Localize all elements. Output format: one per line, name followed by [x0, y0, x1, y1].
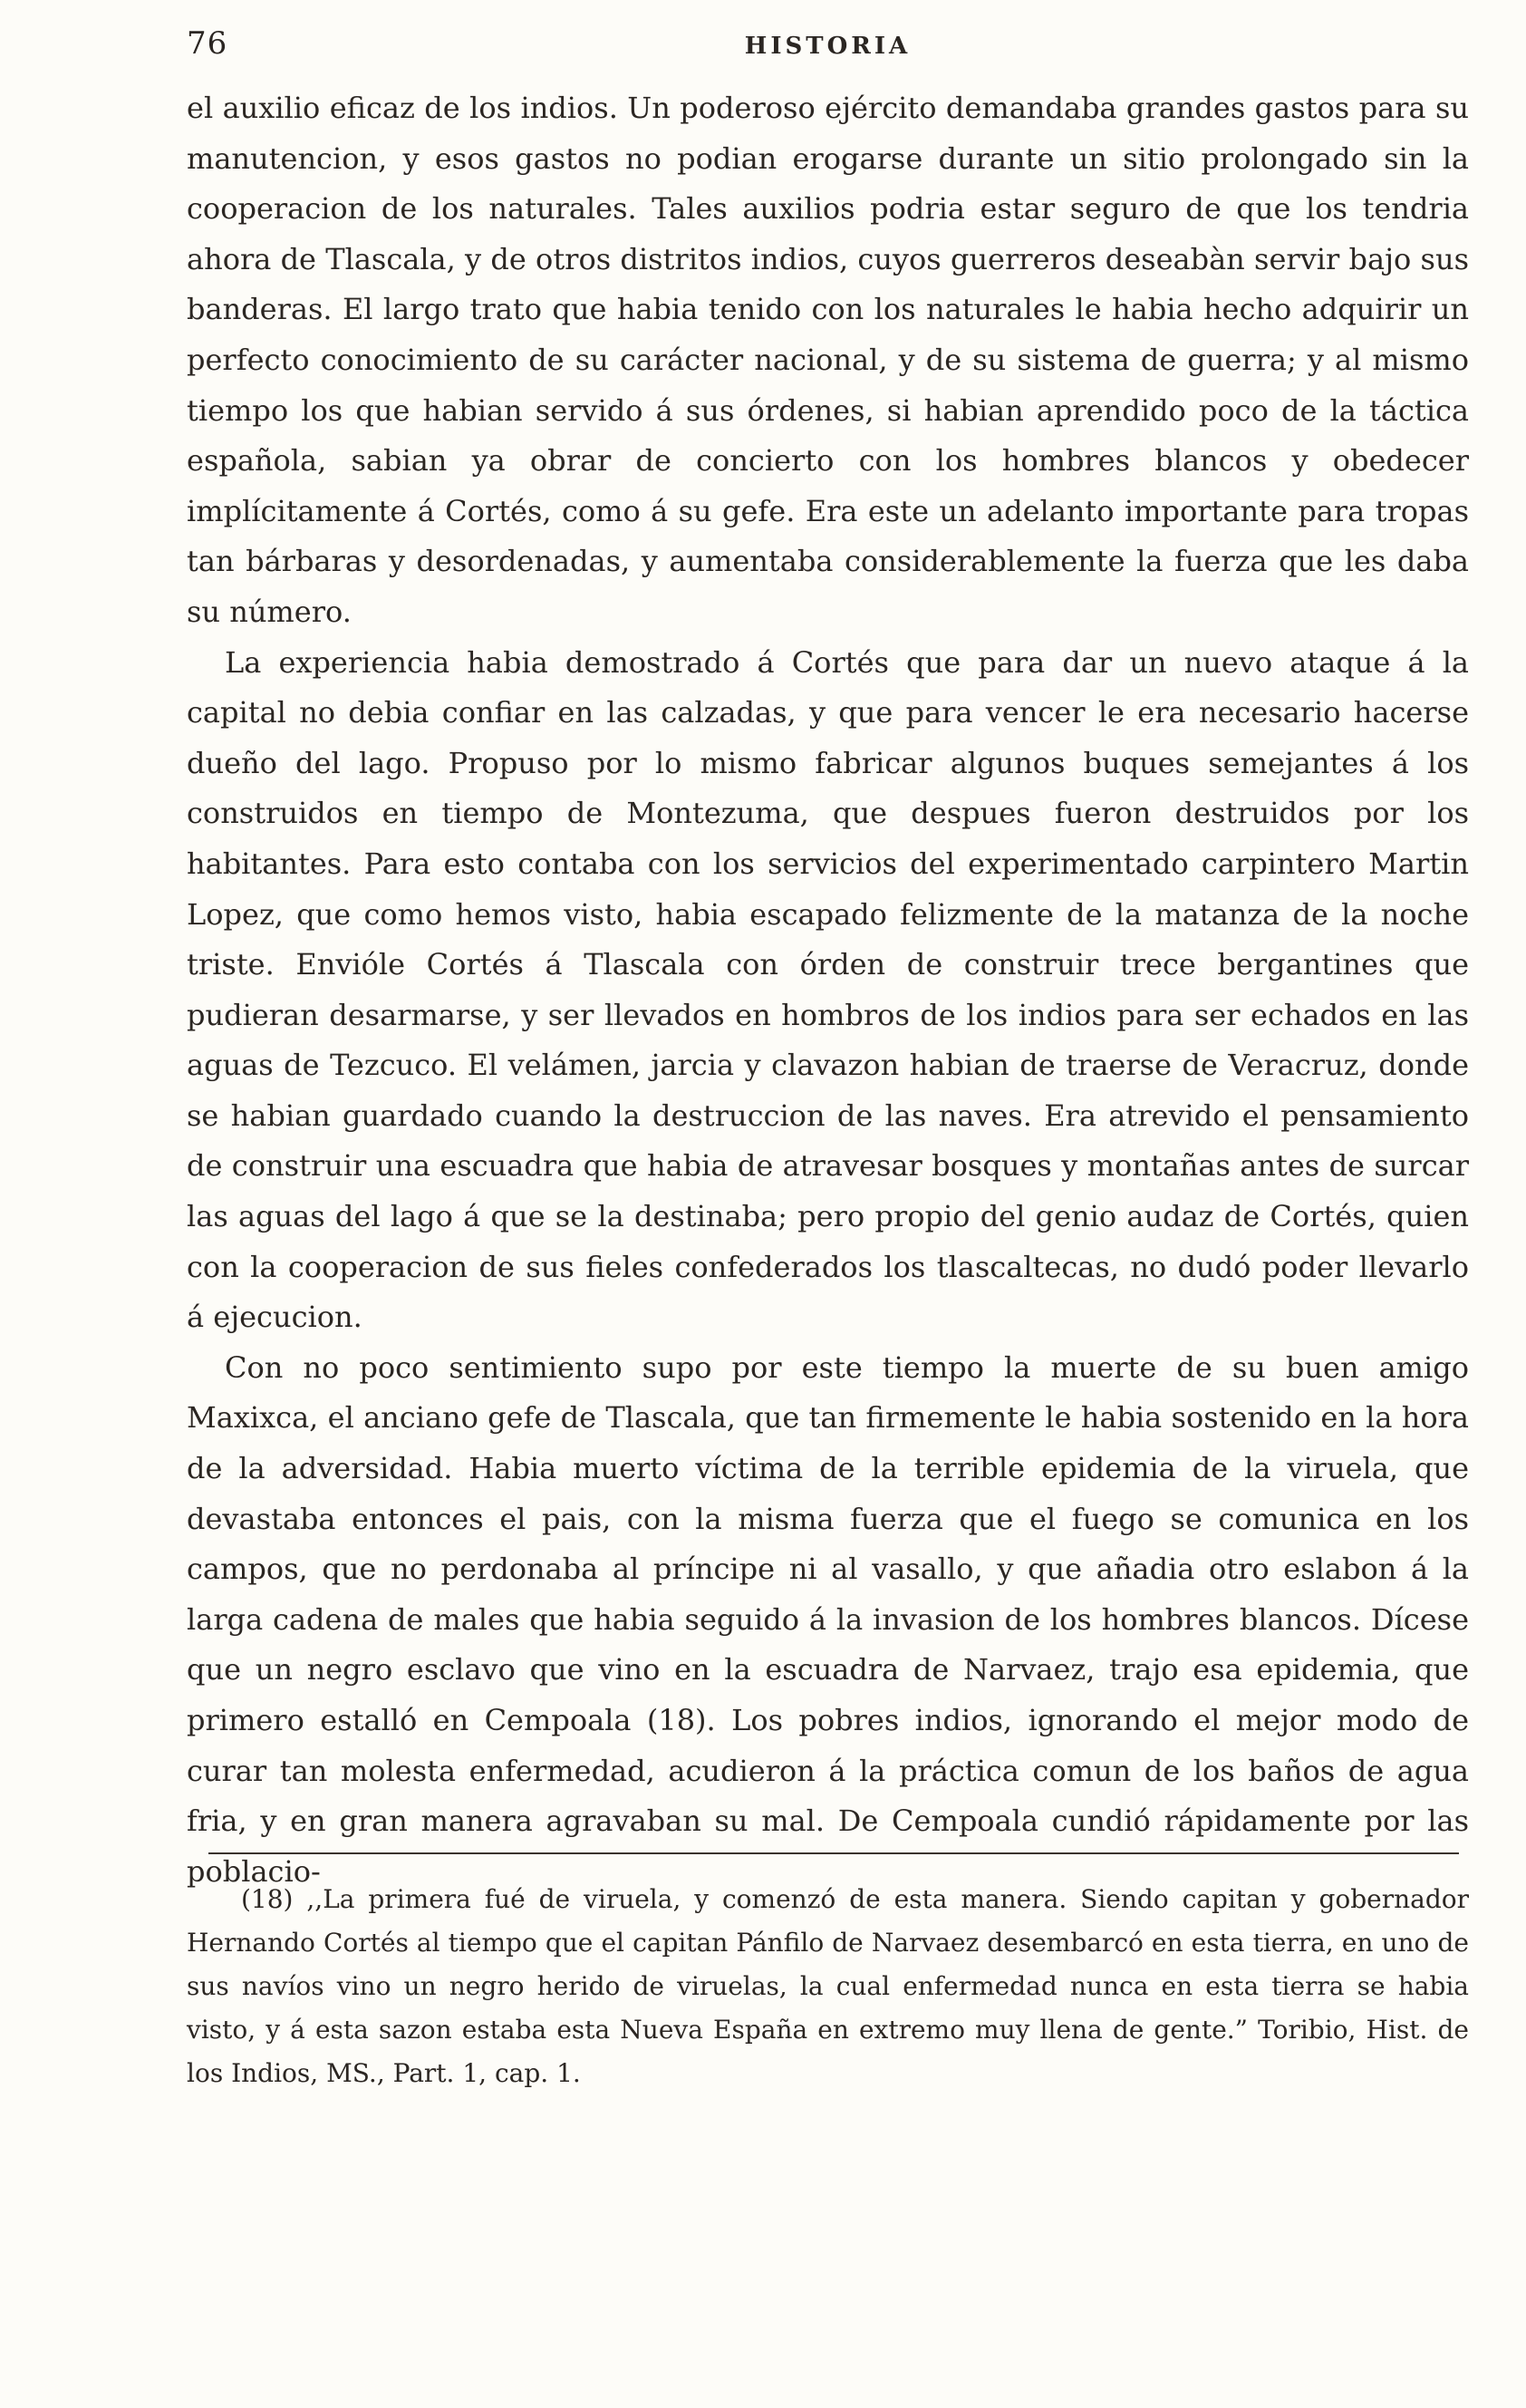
running-head: HISTORIA [744, 33, 912, 60]
paragraph-experiencia: La experiencia habia demostrado á Cortés que para dar un nuevo ataque á la capital no debia confiar en las calzadas, y que para vencer le era necesario hacerse dueño del lago. Propuso por lo mismo fabricar algunos buques semejantes á los construidos en tiempo de Montezuma, que despues fueron destruidos por los habitantes. Para esto contaba con los servicios del experimentado carpintero Martin Lopez, que como hemos visto, habia escapado felizmente de la matanza de la noche triste. Envióle Cortés á Tlascala con órden de construir trece bergantines que pudieran desarmarse, y ser llevados en hombros de los indios para ser echados en las aguas de Tezcuco. El velámen, jarcia y clavazon habian de traerse de Veracruz, donde se habian guardado cuando la destruccion de las naves. Era atrevido el pensamiento de construir una escuadra que habia de atravesar bosques y montañas antes de surcar las aguas del lago á que se la destinaba; pero propio del genio audaz de Cortés, quien con la cooperacion de sus fieles confederados los tlascaltecas, no dudó poder llevarlo á ejecucion. [187, 644, 1469, 1335]
footnote-18: (18) ,,La primera fué de viruela, y comenzó de esta manera. Siendo capitan y gobernador Hernando Cortés al tiempo que el capitan Pánfilo de Narvaez desembarcó en esta tierra, en uno de sus navíos vino un negro herido de viruelas, la cual enfermedad nunca en esta tierra se habia visto, y á esta sazon estaba esta Nueva España en extremo muy llena de gente.” Toribio, Hist. de los Indios, MS., Part. 1, cap. 1. [187, 1884, 1469, 2088]
footnote [187, 1878, 1469, 2095]
paragraph-continuation: el auxilio eficaz de los indios. Un poderoso ejército demandaba grandes gastos para su manutencion, y esos gastos no podian erogarse durante un sitio prolongado sin la cooperacion de los naturales. Tales auxilios podria estar seguro de que los tendria ahora de Tlascala, y de otros distritos indios, cuyos guerreros deseabàn servir bajo sus banderas. El largo trato que habia tenido con los naturales le habia hecho adquirir un perfecto conocimiento de su carácter nacional, y de su sistema de guerra; y al mismo tiempo los que habian servido á sus órdenes, si habian aprendido poco de la táctica española, sabian ya obrar de concierto con los hombres blancos y obedecer implícitamente á Cortés, como á su gefe. Era este un adelanto importante para tropas tan bárbaras y desordenadas, y aumentaba considerablemente la fuerza que les daba su número. [187, 91, 1469, 629]
page-number: 76 [187, 25, 228, 62]
paragraph-maxixca: Con no poco sentimiento supo por este tiempo la muerte de su buen amigo Maxixca, el anciano gefe de Tlascala, que tan firmemente le habia sostenido en la hora de la adversidad. Habia muerto víctima de la terrible epidemia de la viruela, que devastaba entonces el pais, con la misma fuerza que el fuego se comunica en los campos, que no perdonaba al príncipe ni al vasallo, y que añadia otro eslabon á la larga cadena de males que habia seguido á la invasion de los hombres blancos. Dícese que un negro esclavo que vino en la escuadra de Narvaez, trajo esa epidemia, que primero estalló en Cempoala (18). Los pobres indios, ignorando el mejor modo de curar tan molesta enfermedad, acudieron á la práctica comun de los baños de agua fria, y en gran manera agravaban su mal. De Cempoala cundió rápidamente por las poblacio- [187, 1349, 1469, 1889]
body-text [187, 83, 1469, 1897]
page-header [187, 25, 1469, 80]
footnote-divider [208, 1852, 1459, 1854]
